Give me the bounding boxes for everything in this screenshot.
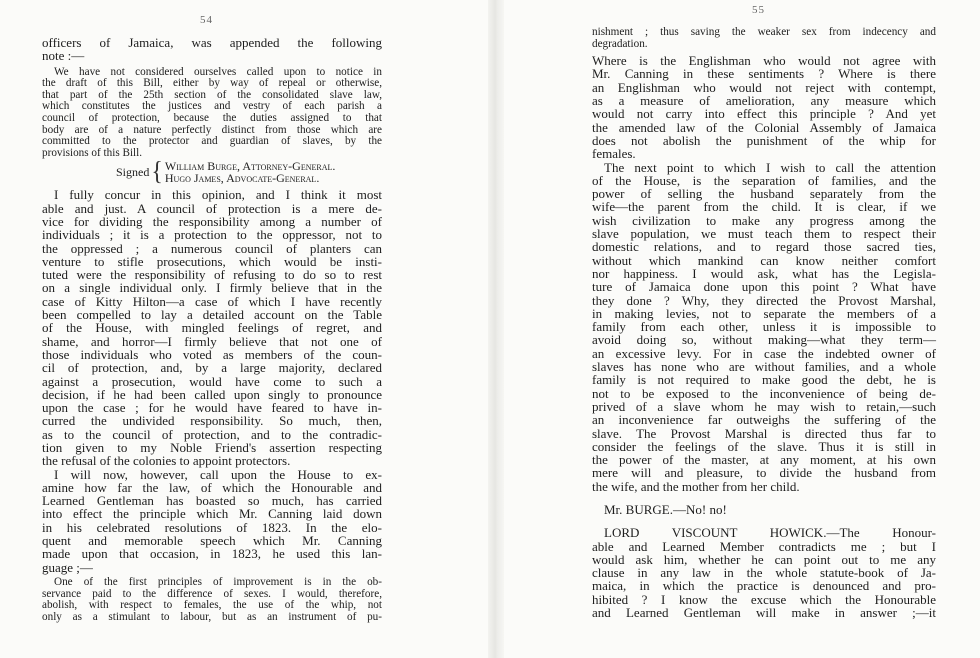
text-line: officers of Jamaica, was appended the following <box>42 35 382 50</box>
text-line: able and just. A council of protection is a mere de- <box>42 200 382 216</box>
text-line: of the House, is the separation of families, and the <box>592 172 936 188</box>
left-page-text <box>42 36 382 623</box>
text-line: nishment ; thus saving the weaker sex from indecency and <box>592 26 936 38</box>
signature-block <box>116 158 382 187</box>
burge-interjection: Mr. BURGE.—No! no! <box>604 501 727 517</box>
text-line: slaves has none who are without families, and a whole <box>592 359 936 375</box>
text-line: wife—the parent from the child. It is clear, if we <box>592 199 936 215</box>
text-line: LORD VISCOUNT HOWICK.—The Honour- <box>604 525 936 541</box>
text-line: as to the council of protection, and to the contradic- <box>42 426 382 442</box>
text-line: those individuals who voted as members of the coun- <box>42 346 382 362</box>
text-line: guage ;— <box>42 559 93 575</box>
text-line: nor happiness. I would ask, what has the Legisla- <box>592 265 936 281</box>
left-page-number: 54 <box>200 14 213 26</box>
text-line: as a measure of amelioration, any measure which <box>592 93 936 109</box>
text-line: Learned Gentleman has boasted so much, has carried <box>42 493 382 509</box>
right-page-text <box>592 27 936 619</box>
text-line: avoid doing so, without making—what they term— <box>592 332 936 348</box>
text-line: degradation. <box>592 37 648 50</box>
text-line: Mr. Canning in these sentiments ? Where is there <box>592 66 936 82</box>
paragraph-englishman <box>592 54 936 160</box>
text-line: wish civilization to make any progress among the <box>592 212 936 228</box>
text-line: family from each other, unless it is impossible to <box>592 319 936 335</box>
text-line: maica, in which the practice is denounced and pro- <box>592 578 936 594</box>
text-line: case of Kitty Hilton—a case of which I have recently <box>42 293 382 309</box>
text-line: mere will and pleasure, to divide the husband from <box>592 465 936 481</box>
text-line: the oppressed ; a numerous council of planters can <box>42 240 382 256</box>
text-line: into effect the principle which Mr. Canning laid down <box>42 506 382 522</box>
text-line: note :— <box>42 48 85 64</box>
text-line: ture of Jamaica done upon this point ? What have <box>592 279 936 295</box>
text-line: prived of a slave whom he may wish to retain,—such <box>592 398 936 414</box>
text-line: an inconvenience far outweighs the suffering of the <box>592 412 936 428</box>
text-line: the draft of this Bill, either by way of repeal or otherwise, <box>42 77 382 90</box>
text-line: servance paid to the difference of sexes. I would, therefore, <box>42 587 382 600</box>
text-line: body are of a nature perfectly distinct from those which are <box>42 123 382 136</box>
text-line: the power of the master, at any moment, at his own <box>592 452 936 468</box>
text-line: consider the feelings of the slave. Thus it is still in <box>592 438 936 454</box>
intro-text <box>42 36 382 63</box>
book-gutter <box>488 0 504 658</box>
text-line: able and Learned Member contradicts me ; but I <box>592 538 936 554</box>
howick-reply <box>592 526 936 619</box>
text-line: and Learned Gentleman will make in answer ;—it <box>592 605 936 621</box>
text-line: Where is the Englishman who would not agree with <box>592 53 936 69</box>
text-line: against a prosecution, would have come to such a <box>42 373 382 389</box>
committee-note <box>42 67 382 160</box>
text-line: The next point to which I wish to call the attention <box>604 159 936 175</box>
text-line: does not abolish the punishment of the whip for <box>592 132 936 148</box>
text-line: curred the undivided responsibility. So much, then, <box>42 413 382 429</box>
text-line: family is not required to make good the debt, he is <box>592 372 936 388</box>
text-line: on a single individual only. I firmly believe that in the <box>42 280 382 296</box>
text-line: One of the first principles of improvement is in the ob- <box>54 575 382 588</box>
text-line: the amended law of the Colonial Assembly of Jamaica <box>592 119 936 135</box>
text-line: domestic relations, and to regard those sacred ties, <box>592 239 936 255</box>
signatory-burge: William Burge, Attorney-General. <box>164 159 336 174</box>
paragraph-families <box>592 161 936 493</box>
signatory-james: Hugo James, Advocate-General. <box>164 171 320 186</box>
signed-label: Signed <box>116 164 150 179</box>
text-line: made upon that occasion, in 1823, he used this lan- <box>42 546 382 562</box>
text-line: tuted were the responsibility of refusing to do so to rest <box>42 267 382 283</box>
text-line: would not carry into effect this principle ? And yet <box>592 106 936 122</box>
text-line: cil of protection, and, by a large majority, declared <box>42 360 382 376</box>
text-line: vice for dividing the responsibility among a number of <box>42 213 382 229</box>
text-line: only as a stimulant to labour, but as an instrument of pu- <box>42 610 382 623</box>
text-line: they done ? Why, they directed the Provost Marshal, <box>592 292 936 308</box>
text-line: which constitutes the justices and vestry of each parish a <box>42 100 382 113</box>
canning-quote-continued <box>592 27 936 50</box>
paragraph-canning <box>42 468 382 574</box>
text-line: the wife, and the mother from her child. <box>592 478 800 494</box>
text-line: upon the case ; for he would have feared to have in- <box>42 400 382 416</box>
text-line: slave population, we must teach them to respect their <box>592 226 936 242</box>
text-line: that part of the 25th section of the consolidated slave law, <box>42 88 382 101</box>
right-page <box>504 0 980 658</box>
text-line: We have not considered ourselves called upon to notice in <box>54 65 382 78</box>
left-page <box>0 0 488 658</box>
paragraph-council <box>42 188 382 467</box>
text-line: without which mankind can know neither comfort <box>592 252 936 268</box>
text-line: decision, if he had been called upon singly to pronounce <box>42 386 382 402</box>
text-line: of the House, with mingled feelings of regret, and <box>42 320 382 336</box>
text-line: I will now, however, call upon the House to ex- <box>54 466 382 482</box>
text-line: power of selling the husband separately from the <box>592 186 936 202</box>
text-line: been compelled to lay a detailed account on the Table <box>42 307 382 323</box>
text-line: tion given to my Noble Friend's assertion respecting <box>42 439 382 455</box>
text-line: quent and memorable speech which Mr. Canning <box>42 533 382 549</box>
text-line: venture to stifle prosecutions, which would be insti- <box>42 253 382 269</box>
canning-quote <box>42 577 382 623</box>
text-line: committed to the protector and guardian of slaves, by the <box>42 135 382 148</box>
text-line: not to be exposed to the inconvenience of being de- <box>592 385 936 401</box>
text-line: provisions of this Bill. <box>42 146 143 159</box>
text-line: individuals ; it is a protection to the oppressor, not to <box>42 227 382 243</box>
text-line: females. <box>592 146 636 162</box>
right-page-number: 55 <box>752 4 765 16</box>
text-line: hibited ? I know the excuse which the Honourable <box>592 591 936 607</box>
text-line: would ask him, whether he can point out to me any <box>592 551 936 567</box>
text-line: an excessive levy. For in case the indebted owner of <box>592 345 936 361</box>
text-line: abolish, with respect to females, the use of the whip, not <box>42 599 382 612</box>
text-line: in his celebrated resolutions of 1823. In the elo- <box>42 519 382 535</box>
text-line: clause in any law in the whole statute-book of Ja- <box>592 565 936 581</box>
text-line: an Englishman who would not reject with contempt, <box>592 79 936 95</box>
text-line: I fully concur in this opinion, and I think it most <box>54 187 382 203</box>
brace-icon: { <box>151 158 163 187</box>
text-line: shame, and horror—I firmly believe that not one of <box>42 333 382 349</box>
text-line: council of protection, because the duties assigned to that <box>42 111 382 124</box>
text-line: slave. The Provost Marshal is directed thus far to <box>592 425 936 441</box>
text-line: in making levies, not to separate the members of a <box>592 305 936 321</box>
text-line: amine how far the law, of which the Honourable and <box>42 479 382 495</box>
text-line: the refusal of the colonies to appoint protectors. <box>42 453 291 469</box>
